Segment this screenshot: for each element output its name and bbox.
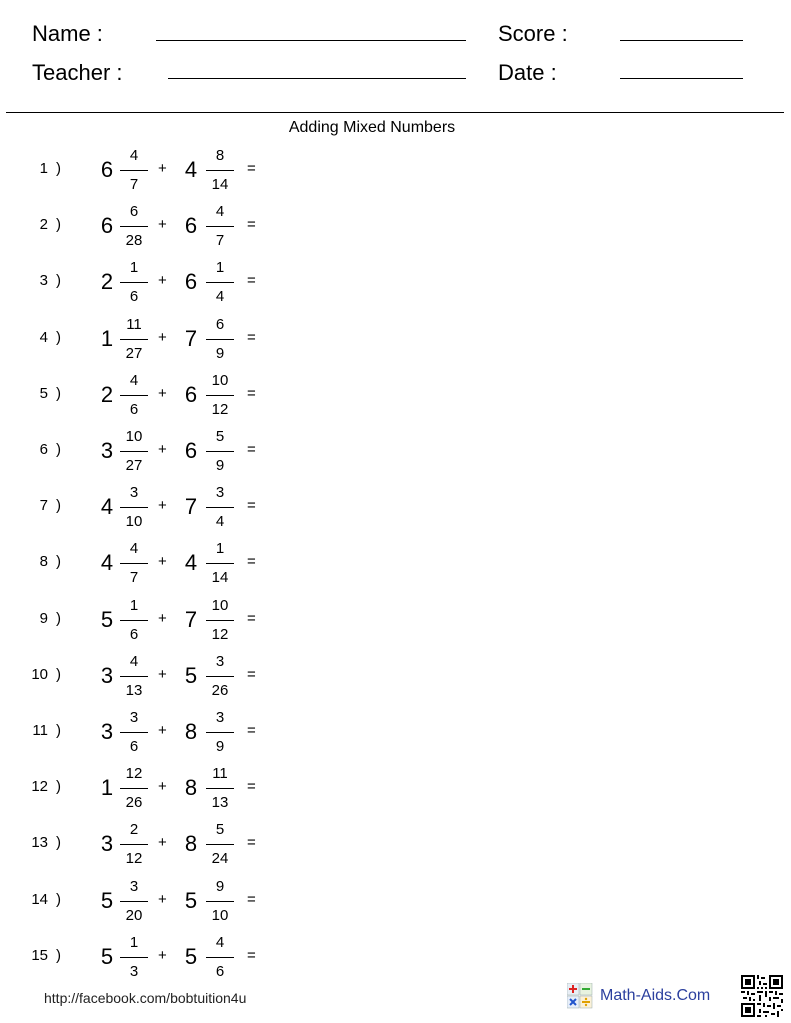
- numerator: 10: [211, 597, 229, 614]
- plus-sign: +: [158, 497, 167, 514]
- whole-number: 5: [184, 944, 198, 969]
- fraction: [205, 596, 235, 646]
- problem-row: [0, 877, 300, 927]
- fraction-bar: [120, 282, 148, 283]
- whole-number: 6: [184, 213, 198, 238]
- whole-number: 4: [184, 550, 198, 575]
- problem-number: 14: [31, 891, 48, 908]
- equals-sign: =: [247, 160, 256, 177]
- denominator: 6: [129, 738, 139, 755]
- fraction: [119, 652, 149, 702]
- fraction-bar: [206, 732, 234, 733]
- fraction-bar: [120, 395, 148, 396]
- fraction-bar: [206, 339, 234, 340]
- fraction: [119, 315, 149, 365]
- fraction: [205, 146, 235, 196]
- equals-sign: =: [247, 441, 256, 458]
- denominator: 7: [215, 232, 225, 249]
- denominator: 4: [215, 288, 225, 305]
- problem-number-paren: ): [56, 385, 61, 402]
- whole-number: 7: [184, 494, 198, 519]
- numerator: 3: [129, 484, 139, 501]
- plus-sign: +: [158, 553, 167, 570]
- whole-number: 1: [100, 775, 114, 800]
- fraction-bar: [206, 957, 234, 958]
- numerator: 4: [215, 203, 225, 220]
- whole-number: 6: [100, 213, 114, 238]
- problem-number: 7: [39, 497, 48, 514]
- fraction-bar: [206, 507, 234, 508]
- plus-sign: +: [158, 385, 167, 402]
- whole-number: 5: [184, 888, 198, 913]
- problem-number: 8: [39, 553, 48, 570]
- whole-number: 3: [100, 663, 114, 688]
- fraction-bar: [120, 732, 148, 733]
- denominator: 4: [215, 513, 225, 530]
- teacher-label: Teacher :: [32, 60, 123, 85]
- plus-sign: +: [158, 778, 167, 795]
- plus-sign: +: [158, 947, 167, 964]
- numerator: 3: [129, 878, 139, 895]
- problem-row: [0, 820, 300, 870]
- denominator: 14: [211, 176, 229, 193]
- whole-number: 5: [100, 888, 114, 913]
- whole-number: 2: [100, 269, 114, 294]
- fraction: [119, 371, 149, 421]
- problem-row: [0, 202, 300, 252]
- numerator: 2: [129, 821, 139, 838]
- fraction-bar: [120, 170, 148, 171]
- numerator: 3: [215, 709, 225, 726]
- problem-number-paren: ): [56, 778, 61, 795]
- problem-number-paren: ): [56, 329, 61, 346]
- denominator: 6: [129, 401, 139, 418]
- numerator: 3: [129, 709, 139, 726]
- fraction: [119, 258, 149, 308]
- denominator: 9: [215, 345, 225, 362]
- math-aids-logo-icon: [567, 983, 593, 1009]
- problem-number: 10: [31, 666, 48, 683]
- fraction: [205, 764, 235, 814]
- fraction: [119, 820, 149, 870]
- equals-sign: =: [247, 610, 256, 627]
- footer-url: http://facebook.com/bobtuition4u: [44, 990, 247, 1006]
- whole-number: 5: [184, 663, 198, 688]
- fraction-bar: [206, 844, 234, 845]
- numerator: 4: [129, 653, 139, 670]
- problem-number-paren: ): [56, 216, 61, 233]
- equals-sign: =: [247, 722, 256, 739]
- score-label: Score :: [498, 21, 568, 46]
- problem-number: 1: [39, 160, 48, 177]
- problem-number: 13: [31, 834, 48, 851]
- denominator: 28: [125, 232, 143, 249]
- numerator: 4: [129, 540, 139, 557]
- whole-number: 8: [184, 775, 198, 800]
- fraction: [205, 933, 235, 983]
- plus-sign: +: [158, 329, 167, 346]
- numerator: 4: [129, 372, 139, 389]
- problem-number: 12: [31, 778, 48, 795]
- whole-number: 3: [100, 719, 114, 744]
- problem-row: [0, 483, 300, 533]
- fraction-bar: [120, 901, 148, 902]
- numerator: 9: [215, 878, 225, 895]
- whole-number: 7: [184, 326, 198, 351]
- problem-number: 15: [31, 947, 48, 964]
- header-divider: [6, 112, 784, 113]
- equals-sign: =: [247, 216, 256, 233]
- denominator: 13: [211, 794, 229, 811]
- denominator: 24: [211, 850, 229, 867]
- equals-sign: =: [247, 834, 256, 851]
- numerator: 12: [125, 765, 143, 782]
- equals-sign: =: [247, 947, 256, 964]
- fraction-bar: [120, 226, 148, 227]
- fraction: [205, 820, 235, 870]
- problem-number-paren: ): [56, 610, 61, 627]
- numerator: 5: [215, 821, 225, 838]
- problem-number: 3: [39, 272, 48, 289]
- numerator: 1: [215, 540, 225, 557]
- denominator: 9: [215, 457, 225, 474]
- problem-number-paren: ): [56, 722, 61, 739]
- fraction-bar: [206, 563, 234, 564]
- score-line: [620, 40, 743, 41]
- denominator: 12: [211, 626, 229, 643]
- plus-sign: +: [158, 610, 167, 627]
- fraction-bar: [206, 170, 234, 171]
- denominator: 13: [125, 682, 143, 699]
- denominator: 12: [125, 850, 143, 867]
- worksheet-title: Adding Mixed Numbers: [288, 119, 456, 136]
- denominator: 26: [125, 794, 143, 811]
- brand-name: Math-Aids.Com: [600, 987, 711, 1004]
- problem-row: [0, 146, 300, 196]
- fraction: [119, 427, 149, 477]
- denominator: 9: [215, 738, 225, 755]
- whole-number: 2: [100, 382, 114, 407]
- numerator: 4: [215, 934, 225, 951]
- plus-sign: +: [158, 441, 167, 458]
- numerator: 6: [215, 316, 225, 333]
- problem-row: [0, 764, 300, 814]
- problem-row: [0, 708, 300, 758]
- fraction: [119, 933, 149, 983]
- teacher-line: [168, 78, 466, 79]
- numerator: 1: [129, 934, 139, 951]
- fraction: [205, 483, 235, 533]
- plus-sign: +: [158, 666, 167, 683]
- equals-sign: =: [247, 497, 256, 514]
- problem-row: [0, 371, 300, 421]
- whole-number: 4: [100, 494, 114, 519]
- fraction-bar: [120, 451, 148, 452]
- fraction: [205, 877, 235, 927]
- fraction: [205, 315, 235, 365]
- problem-number-paren: ): [56, 666, 61, 683]
- problem-number-paren: ): [56, 834, 61, 851]
- problem-row: [0, 933, 300, 983]
- numerator: 10: [211, 372, 229, 389]
- problem-number-paren: ): [56, 497, 61, 514]
- denominator: 3: [129, 963, 139, 980]
- problem-number: 11: [32, 722, 48, 739]
- fraction: [205, 708, 235, 758]
- problem-number-paren: ): [56, 891, 61, 908]
- numerator: 3: [215, 484, 225, 501]
- equals-sign: =: [247, 329, 256, 346]
- plus-sign: +: [158, 722, 167, 739]
- numerator: 3: [215, 653, 225, 670]
- problem-row: [0, 652, 300, 702]
- whole-number: 5: [100, 944, 114, 969]
- fraction: [205, 427, 235, 477]
- fraction-bar: [206, 788, 234, 789]
- problem-number: 6: [39, 441, 48, 458]
- denominator: 27: [125, 457, 143, 474]
- equals-sign: =: [247, 553, 256, 570]
- problem-number-paren: ): [56, 441, 61, 458]
- plus-sign: +: [158, 834, 167, 851]
- numerator: 11: [126, 316, 142, 333]
- fraction-bar: [120, 620, 148, 621]
- denominator: 20: [125, 907, 143, 924]
- denominator: 12: [211, 401, 229, 418]
- denominator: 7: [129, 176, 139, 193]
- problem-number-paren: ): [56, 947, 61, 964]
- fraction-bar: [120, 507, 148, 508]
- denominator: 10: [211, 907, 229, 924]
- whole-number: 4: [100, 550, 114, 575]
- whole-number: 3: [100, 831, 114, 856]
- fraction: [119, 483, 149, 533]
- fraction-bar: [206, 226, 234, 227]
- fraction: [205, 652, 235, 702]
- fraction: [119, 596, 149, 646]
- fraction-bar: [206, 395, 234, 396]
- problem-number-paren: ): [56, 160, 61, 177]
- equals-sign: =: [247, 778, 256, 795]
- numerator: 5: [215, 428, 225, 445]
- fraction-bar: [206, 451, 234, 452]
- name-line: [156, 40, 466, 41]
- fraction-bar: [120, 788, 148, 789]
- whole-number: 6: [184, 438, 198, 463]
- date-label: Date :: [498, 60, 557, 85]
- fraction-bar: [120, 339, 148, 340]
- denominator: 7: [129, 569, 139, 586]
- denominator: 10: [125, 513, 143, 530]
- fraction-bar: [120, 563, 148, 564]
- fraction: [119, 877, 149, 927]
- equals-sign: =: [247, 385, 256, 402]
- fraction: [119, 708, 149, 758]
- plus-sign: +: [158, 216, 167, 233]
- fraction: [119, 202, 149, 252]
- numerator: 8: [215, 147, 225, 164]
- denominator: 27: [125, 345, 143, 362]
- problem-row: [0, 427, 300, 477]
- problem-number: 4: [39, 329, 48, 346]
- fraction-bar: [120, 957, 148, 958]
- denominator: 26: [211, 682, 229, 699]
- problem-number: 5: [39, 385, 48, 402]
- whole-number: 4: [184, 157, 198, 182]
- fraction-bar: [206, 676, 234, 677]
- denominator: 6: [129, 626, 139, 643]
- fraction-bar: [120, 844, 148, 845]
- problem-number: 9: [39, 610, 48, 627]
- qr-code-icon: [741, 975, 783, 1017]
- numerator: 10: [125, 428, 143, 445]
- plus-sign: +: [158, 160, 167, 177]
- denominator: 6: [215, 963, 225, 980]
- whole-number: 5: [100, 607, 114, 632]
- fraction-bar: [206, 620, 234, 621]
- fraction-bar: [206, 901, 234, 902]
- problem-row: [0, 315, 300, 365]
- numerator: 1: [129, 259, 139, 276]
- numerator: 11: [212, 765, 228, 782]
- whole-number: 7: [184, 607, 198, 632]
- equals-sign: =: [247, 272, 256, 289]
- whole-number: 3: [100, 438, 114, 463]
- problem-row: [0, 596, 300, 646]
- fraction: [119, 146, 149, 196]
- fraction: [205, 539, 235, 589]
- fraction: [205, 258, 235, 308]
- equals-sign: =: [247, 666, 256, 683]
- whole-number: 6: [100, 157, 114, 182]
- problem-row: [0, 258, 300, 308]
- fraction: [119, 539, 149, 589]
- name-label: Name :: [32, 21, 103, 46]
- problem-number-paren: ): [56, 272, 61, 289]
- numerator: 6: [129, 203, 139, 220]
- plus-sign: +: [158, 272, 167, 289]
- problem-number-paren: ): [56, 553, 61, 570]
- whole-number: 6: [184, 269, 198, 294]
- fraction-bar: [206, 282, 234, 283]
- numerator: 1: [129, 597, 139, 614]
- problem-number: 2: [39, 216, 48, 233]
- fraction: [119, 764, 149, 814]
- whole-number: 8: [184, 831, 198, 856]
- problem-row: [0, 539, 300, 589]
- whole-number: 1: [100, 326, 114, 351]
- fraction: [205, 202, 235, 252]
- whole-number: 6: [184, 382, 198, 407]
- numerator: 1: [215, 259, 225, 276]
- fraction: [205, 371, 235, 421]
- equals-sign: =: [247, 891, 256, 908]
- date-line: [620, 78, 743, 79]
- fraction-bar: [120, 676, 148, 677]
- denominator: 14: [211, 569, 229, 586]
- numerator: 4: [129, 147, 139, 164]
- whole-number: 8: [184, 719, 198, 744]
- denominator: 6: [129, 288, 139, 305]
- plus-sign: +: [158, 891, 167, 908]
